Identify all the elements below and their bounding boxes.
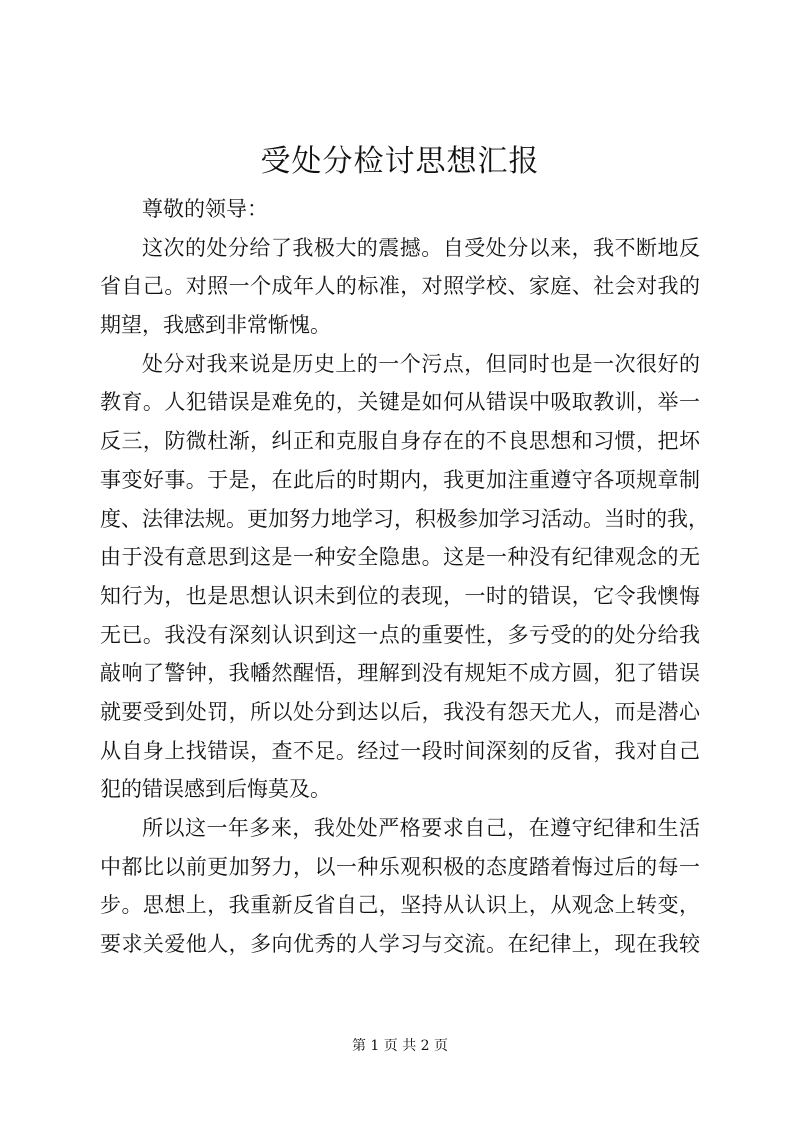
paragraph-line: 无已。我没有深刻认识到这一点的重要性，多亏受的的处分给我	[100, 622, 700, 647]
paragraph-line: 中都比以前更加努力，以一种乐观积极的态度踏着悔过后的每一	[100, 854, 700, 879]
document-body	[100, 190, 709, 964]
paragraph-line: 从自身上找错误，查不足。经过一段时间深刻的反省，我对自己	[100, 738, 700, 763]
paragraph-line: 由于没有意思到这是一种安全隐患。这是一种没有纪律观念的无	[100, 545, 700, 570]
paragraph-line: 步。思想上，我重新反省自己，坚持从认识上，从观念上转变，	[100, 893, 700, 918]
paragraph-line: 所以这一年多来，我处处严格要求自己，在遵守纪律和生活	[142, 816, 700, 840]
paragraph-line: 事变好事。于是，在此后的时期内，我更加注重遵守各项规章制	[100, 467, 700, 492]
document-title: 受处分检讨思想汇报	[260, 144, 540, 179]
paragraph-line: 要求关爱他人，多向优秀的人学习与交流。在纪律上，现在我较	[100, 932, 700, 957]
paragraph-line: 处分对我来说是历史上的一个污点，但同时也是一次很好的	[142, 351, 700, 376]
paragraph-line: 犯的错误感到后悔莫及。	[100, 777, 331, 802]
paragraph-line: 期望，我感到非常惭愧。	[100, 313, 331, 338]
page-footer: 第 1 页 共 2 页	[351, 1038, 449, 1054]
paragraph-line: 知行为，也是思想认识未到位的表现，一时的错误，它令我懊悔	[100, 583, 700, 608]
paragraph-line: 这次的处分给了我极大的震撼。自受处分以来，我不断地反	[142, 235, 700, 260]
paragraph-line: 教育。人犯错误是难免的，关键是如何从错误中吸取教训，举一	[100, 390, 700, 415]
paragraph-line: 省自己。对照一个成年人的标准，对照学校、家庭、社会对我的	[100, 274, 700, 299]
paragraph-line: 敲响了警钟，我幡然醒悟，理解到没有规矩不成方圆，犯了错误	[100, 661, 700, 686]
paragraph-line: 反三，防微杜渐，纠正和克服自身存在的不良思想和习惯，把坏	[100, 429, 700, 454]
paragraph-line: 就要受到处罚，所以处分到达以后，我没有怨天尤人，而是潜心	[100, 699, 700, 724]
salutation: 尊敬的领导：	[142, 197, 268, 221]
paragraph-line: 度、法律法规。更加努力地学习，积极参加学习活动。当时的我，	[100, 506, 709, 531]
